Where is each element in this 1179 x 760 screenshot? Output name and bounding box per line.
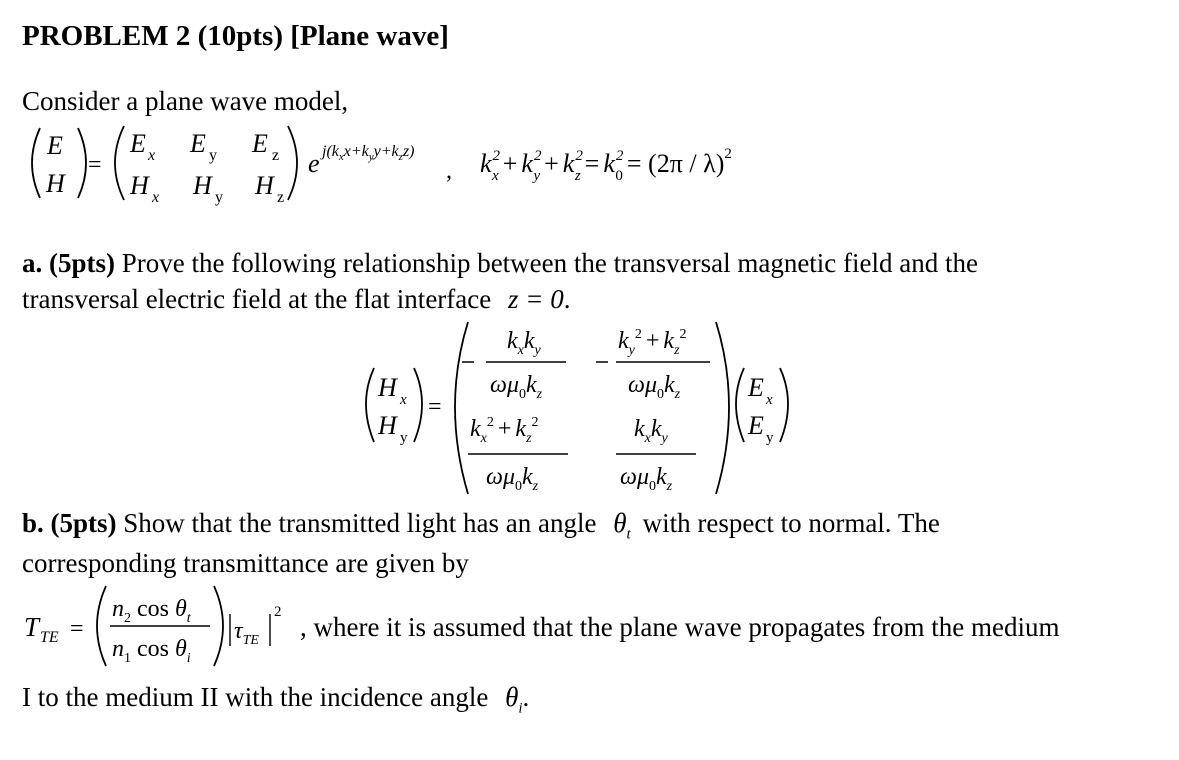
svg-text:ωμ0kz: $\omega\mu_0k_z$ [628,372,681,402]
part-b-period: . [522,682,530,712]
plane-wave-equation [0,120,860,215]
svg-text:T: T [24,612,40,642]
part-b-text: Show that the transmitted light has an angle [116,508,597,538]
right-paren [780,368,788,442]
svg-text:H: H [255,171,274,200]
svg-text:ky2+kz2: $k_y^2 + k_z^2$ [618,327,687,358]
svg-text:H: H [378,411,397,440]
part-b-line-1 [22,508,940,543]
svg-text:ωμ0kz: $\omega\mu_0k_z$ [620,464,673,494]
part-a-label: a. (5pts) [22,248,115,278]
theta-i-symbol: $\theta_i$ [505,682,523,717]
left-paren [455,322,468,494]
svg-text:τTE: $\tau_{TE}$ [234,618,259,648]
svg-text:z: z [272,147,280,164]
equals-sign: = [428,394,442,420]
equals-sign: = [88,152,102,178]
intro-text: Consider a plane wave model, [22,86,349,116]
left-paren [32,128,40,198]
symbol-H: H [46,169,65,198]
transmittance-equation [18,580,318,672]
interface-condition: z = 0 [507,284,564,314]
svg-text:TE: TE [40,629,59,646]
svg-text:E: E [130,129,146,158]
svg-text:z: z [277,189,285,206]
svg-text:x: x [766,392,773,408]
part-a-line-1 [22,248,978,279]
svg-text:H: H [193,171,212,200]
part-a-line-2 [22,284,570,315]
part-b-text-cont: with respect to normal. The [642,508,940,538]
svg-text:E: E [252,129,268,158]
svg-text:E: E [748,411,764,440]
symbol-E: E [47,131,63,160]
svg-text:ωμ0kz: $\omega\mu_0k_z$ [486,464,539,494]
part-b-line-3: , where it is assumed that the plane wave propagates from the medium [300,612,1060,642]
svg-text:y: y [766,430,774,446]
transverse-field-matrix-equation [350,318,810,500]
right-paren [414,368,422,442]
left-paren [736,368,744,442]
part-a-text: Prove the following relationship between the transversal magnetic field and the [115,248,978,278]
theta-t-symbol: $\theta_t$ [613,508,631,543]
part-b-line-4 [22,682,529,717]
svg-text:x: x [152,189,160,206]
svg-text:H: H [130,171,149,200]
svg-text:n1 cos θi: $n_1$ $\cos \theta_i$ [112,636,191,666]
part-b-label: b. (5pts) [22,508,117,538]
part-b-text-4: I to the medium II with the incidence angle [22,682,489,712]
right-paren [214,586,223,666]
svg-text:H: H [378,373,397,402]
part-a-text-2: transversal electric field at the flat interface [22,284,492,314]
svg-text:x: x [400,392,407,408]
exponential-e: e [308,149,320,178]
svg-text:kxky: $k_xk_y$ [634,416,668,446]
left-paren [366,368,374,442]
svg-text:x: x [148,147,156,164]
svg-text:,: , [446,158,452,184]
left-paren [97,586,106,666]
svg-text:E: E [748,373,764,402]
svg-text:y: y [400,430,408,446]
svg-text:=: = [70,616,84,642]
right-paren [78,128,86,198]
part-a-period: . [563,284,571,314]
dispersion-relation: $k^2$ $x + k^2$ $y + k^2$ $z = k^2$ 0 = (2π / λ)$^2$ [480,146,732,184]
left-paren [115,126,124,200]
svg-text:kxky: $k_xk_y$ [507,328,541,358]
part-b-line-2: corresponding transmittance are given by [22,548,469,578]
svg-text:y: y [215,189,223,206]
problem-title: PROBLEM 2 (10pts) [Plane wave] [22,20,449,52]
svg-text:j(kxx+kyy+kzz): $j(k_xx+k_yy+k_zz)$ [322,143,415,163]
right-paren [288,126,297,200]
right-paren [716,322,729,494]
svg-text:ωμ0kz: $\omega\mu_0k_z$ [490,372,543,402]
svg-text:2: 2 [274,604,282,620]
svg-text:kx2+kz2: $k_x^2 + k_z^2$ [470,415,539,446]
svg-text:n2 cos θt: $n_2$ $\cos \theta_t$ [112,596,191,626]
svg-text:y: y [209,147,217,164]
svg-text:E: E [190,129,206,158]
